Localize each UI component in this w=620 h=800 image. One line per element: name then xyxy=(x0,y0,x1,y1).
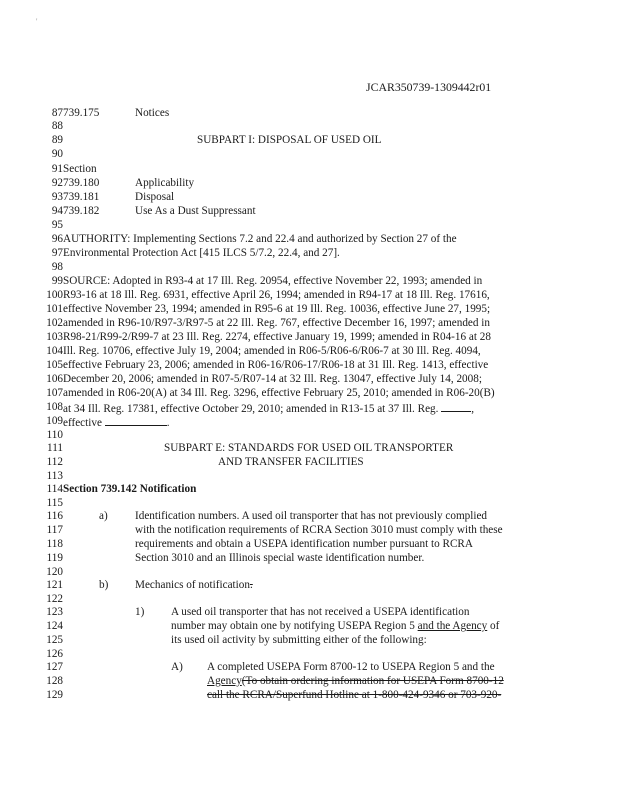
para-1-text: of xyxy=(487,620,500,632)
source-line-text: at 34 Ill. Reg. 17381, effective October 29, 2010; amended in R13-15 at 37 Ill. Reg. xyxy=(63,403,442,415)
authority-line: AUTHORITY: Implementing Sections 7.2 and 22.4 and authorized by Section 27 of the xyxy=(63,233,457,245)
line-number: 124 xyxy=(46,620,63,632)
effective-date-blank xyxy=(105,416,167,426)
source-line: R93-16 at 18 Ill. Reg. 6931, effective April 26, 1994; amended in R94-17 at 18 Ill. Reg. 17616, xyxy=(63,289,490,301)
line-number: 109 xyxy=(46,415,63,427)
line-number: 121 xyxy=(46,579,63,591)
source-line xyxy=(63,402,474,416)
line-number: 108 xyxy=(46,401,63,413)
source-line: Ill. Reg. 10706, effective July 19, 2004; amended in R06-5/R06-6/R06-7 at 30 Ill. Reg. 4094, xyxy=(63,345,481,357)
line-number: 102 xyxy=(46,317,63,329)
line-number: 98 xyxy=(51,261,63,273)
line-number: 115 xyxy=(46,497,63,509)
line-number: 127 xyxy=(46,661,63,673)
line-number: 97 xyxy=(51,247,63,259)
line-number: 100 xyxy=(46,289,63,301)
line-number: 99 xyxy=(51,275,63,287)
toc-item-title: Disposal xyxy=(135,191,175,203)
line-number: 111 xyxy=(47,442,63,454)
line-number: 96 xyxy=(51,233,63,245)
line-number: 87 xyxy=(51,107,63,119)
reg-page-blank xyxy=(441,402,471,412)
line-number: 112 xyxy=(46,456,63,468)
line-number: 103 xyxy=(46,331,63,343)
line-number: 114 xyxy=(46,483,63,495)
line-number: 107 xyxy=(46,387,63,399)
line-number: 122 xyxy=(46,593,63,605)
line-number: 120 xyxy=(46,566,63,578)
para-1-label: 1) xyxy=(135,606,145,618)
toc-item-title: Use As a Dust Suppressant xyxy=(135,205,256,217)
source-line xyxy=(63,416,170,430)
source-line: December 20, 2006; amended in R07-5/R07-14 at 32 Ill. Reg. 13047, effective July 14, 2008; xyxy=(63,373,482,385)
toc-notices-section: 739.175 xyxy=(63,107,100,119)
line-number: 126 xyxy=(46,648,63,660)
para-b-label: b) xyxy=(99,579,109,591)
line-number: 93 xyxy=(51,191,63,203)
scan-mark: ' xyxy=(36,17,38,26)
toc-notices-title: Notices xyxy=(135,107,170,119)
source-line: effective November 23, 1994; amended in R95-6 at 19 Ill. Reg. 10036, effective June 27, 1995; xyxy=(63,303,491,315)
subpart-e-heading-line: AND TRANSFER FACILITIES xyxy=(218,456,364,468)
source-line: amended in R06-20(A) at 34 Ill. Reg. 3296, effective February 25, 2010; amended in R06-20(B) xyxy=(63,387,495,399)
subpart-e-heading-line: SUBPART E: STANDARDS FOR USED OIL TRANSPORTER xyxy=(164,442,454,454)
line-number: 110 xyxy=(46,429,63,441)
line-number: 104 xyxy=(46,345,63,357)
para-b-title: Mechanics of notification xyxy=(135,579,250,591)
toc-section-label: Section xyxy=(63,163,97,175)
para-b-struck-period: . xyxy=(249,579,253,591)
para-1-line: its used oil activity by submitting either of the following: xyxy=(171,634,427,646)
line-number: 119 xyxy=(46,552,63,564)
line-number: 129 xyxy=(46,689,63,701)
source-period: . xyxy=(166,417,170,429)
subpart-i-heading: SUBPART I: DISPOSAL OF USED OIL xyxy=(197,134,382,146)
toc-item-section: 739.180 xyxy=(63,177,100,189)
source-line-comma: , xyxy=(471,403,475,415)
para-a-line: requirements and obtain a USEPA identification number pursuant to RCRA xyxy=(135,538,473,550)
line-number: 123 xyxy=(46,606,63,618)
line-number: 92 xyxy=(51,177,63,189)
line-number: 106 xyxy=(46,373,63,385)
para-a-label: a) xyxy=(99,510,108,522)
line-number: 91 xyxy=(51,163,63,175)
para-a-line: Identification numbers. A used oil transporter that has not previously complied xyxy=(135,510,488,522)
line-number: 128 xyxy=(46,675,63,687)
authority-line: Environmental Protection Act [415 ILCS 5/7.2, 22.4, and 27]. xyxy=(63,247,340,259)
para-a-line: with the notification requirements of RCRA Section 3010 must comply with these xyxy=(135,524,503,536)
deleted-text: call the RCRA/Superfund Hotline at 1-800-424-9346 or 703-920- xyxy=(207,689,502,701)
inserted-text: Agency xyxy=(207,675,242,687)
toc-item-section: 739.182 xyxy=(63,205,100,217)
para-1-line xyxy=(171,621,499,633)
toc-item-title: Applicability xyxy=(135,177,195,189)
section-heading: Section 739.142 Notification xyxy=(63,483,197,495)
toc-item-section: 739.181 xyxy=(63,191,100,203)
line-number: 113 xyxy=(46,470,63,482)
line-number: 125 xyxy=(46,634,63,646)
para-A-line xyxy=(207,676,504,688)
line-number: 95 xyxy=(51,219,63,231)
line-number: 90 xyxy=(51,148,63,160)
source-line: effective February 23, 2006; amended in R06-16/R06-17/R06-18 at 31 Ill. Reg. 1413, effective xyxy=(63,359,489,371)
document-id: JCAR350739-1309442r01 xyxy=(366,80,492,94)
line-number: 94 xyxy=(51,205,63,217)
deleted-text: (To obtain ordering information for USEPA Form 8700-12 xyxy=(241,675,504,687)
source-line: amended in R96-10/R97-3/R97-5 at 22 Ill. Reg. 767, effective December 16, 1997; amended in xyxy=(63,317,490,329)
line-number: 116 xyxy=(46,510,63,522)
source-effective-label: effective xyxy=(63,417,105,429)
source-line: R98-21/R99-2/R99-7 at 23 Ill. Reg. 2274, effective January 19, 1999; amended in R04-16 at 28 xyxy=(63,331,491,343)
para-A-label: A) xyxy=(171,661,183,673)
line-number: 89 xyxy=(51,134,63,146)
para-A-line: A completed USEPA Form 8700-12 to USEPA Region 5 and the xyxy=(207,661,495,673)
inserted-text: and the Agency xyxy=(417,620,488,632)
line-number: 117 xyxy=(46,524,63,536)
line-number: 118 xyxy=(46,538,63,550)
line-number: 105 xyxy=(46,359,63,371)
para-1-line: A used oil transporter that has not received a USEPA identification xyxy=(171,606,470,618)
line-number: 101 xyxy=(46,303,63,315)
para-a-line: Section 3010 and an Illinois special waste identification number. xyxy=(135,552,425,564)
line-number: 88 xyxy=(51,120,63,132)
para-1-text: number may obtain one by notifying USEPA Region 5 xyxy=(171,620,418,632)
source-line: SOURCE: Adopted in R93-4 at 17 Ill. Reg. 20954, effective November 22, 1993; amended in xyxy=(63,275,483,287)
para-b-text xyxy=(135,580,253,592)
